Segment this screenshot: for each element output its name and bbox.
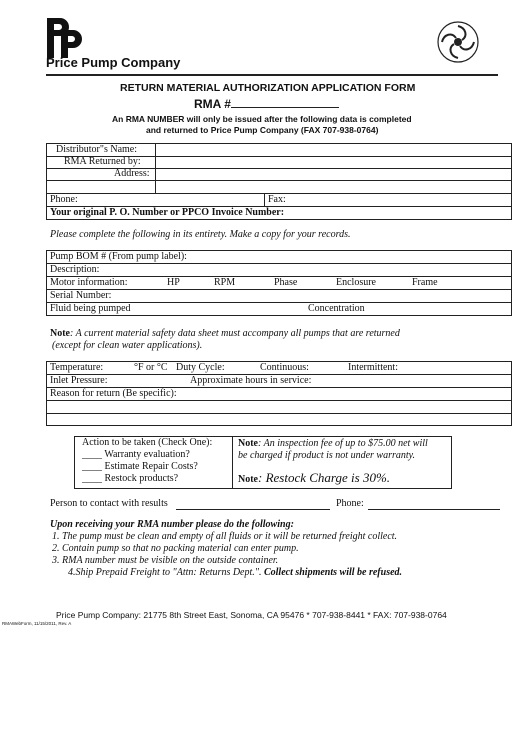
contact-phone-label: Phone: [336,498,364,509]
pump-bom-label: Pump BOM # (From pump label): [50,251,187,262]
action-option-estimate[interactable] [82,461,198,473]
step-4-text: 4.Ship Prepaid Freight to "Attn: Returns Dept.". [68,567,264,578]
notice-line-2: and returned to Price Pump Company (FAX 707-938-0764) [146,125,379,135]
contact-person-label: Person to contact with results [50,498,168,509]
pump-impeller-icon [434,18,482,66]
frame-label: Frame [412,277,438,288]
distributor-name-label: Distributor"s Name: [56,144,138,155]
procedure-step-4 [68,567,402,579]
address-label: Address: [114,168,150,179]
phone-label: Phone: [50,194,78,205]
restock-note-text: : Restock Charge is 30%. [258,470,391,485]
procedure-step-1: 1. The pump must be clean and empty of all fluids or it will be returned freight collect. [52,531,398,542]
form-id: RMAWebForm, 11/15/2011, Rev. A [2,621,72,626]
fluid-label: Fluid being pumped [50,303,131,314]
temperature-label: Temperature: [50,362,104,373]
instructions-text: Please complete the following in its entirety. Make a copy for your records. [50,229,351,240]
rma-label: RMA # [194,97,231,111]
motor-info-label: Motor information: [50,277,128,288]
note-label: Note [50,328,70,339]
reason-field[interactable] [190,388,510,425]
msds-note-line-2: (except for clean water applications). [52,340,203,351]
hp-label: HP [167,277,180,288]
enclosure-label: Enclosure [336,277,376,288]
procedure-step-3: 3. RMA number must be visible on the outside container. [52,555,279,566]
address-field[interactable] [157,169,510,192]
rma-returned-by-label: RMA Returned by: [64,156,141,167]
step-4-warning: Collect shipments will be refused. [263,567,403,578]
concentration-label: Concentration [308,303,365,314]
note-label: Note [238,438,258,449]
inlet-pressure-label: Inlet Pressure: [50,375,108,386]
procedure-step-2: 2. Contain pump so that no packing material can enter pump. [52,543,299,554]
distributor-name-field[interactable] [157,144,510,155]
action-option-warranty[interactable] [82,449,190,461]
note-label: Note [238,474,258,485]
form-title: RETURN MATERIAL AUTHORIZATION APPLICATION FORM [120,82,416,94]
fax-field[interactable] [290,194,510,205]
intermittent-label: Intermittent: [348,362,398,373]
checkbox-blank[interactable]: ____ [82,473,102,484]
notice-line-1: An RMA NUMBER will only be issued after the following data is completed [112,114,412,124]
company-logo [46,16,82,60]
description-field[interactable] [105,264,510,275]
po-number-field[interactable] [300,207,510,218]
po-number-label: Your original P. O. Number or PPCO Invoice Number: [50,207,285,218]
company-name: Price Pump Company [46,55,181,70]
pp-logo-icon [46,16,82,60]
fee-note-line-2: be charged if product is not under warranty. [238,450,416,461]
phone-field[interactable] [80,194,262,205]
duty-cycle-label: Duty Cycle: [176,362,225,373]
procedure-heading: Upon receiving your RMA number please do the following: [50,519,294,530]
fee-note-line-1 [238,438,428,450]
phase-label: Phase [274,277,298,288]
action-option-restock[interactable] [82,473,178,485]
contact-phone-field[interactable] [368,509,500,510]
header-rule [46,74,498,76]
fee-note-text: : An inspection fee of up to $75.00 net will [258,438,428,449]
option-label: Estimate Repair Costs? [104,461,198,472]
msds-note-line-1: : A current material safety data sheet must accompany all pumps that are returned [70,328,400,339]
checkbox-blank[interactable]: ____ [82,461,102,472]
rma-returned-by-field[interactable] [157,157,510,167]
rma-number-blank[interactable] [231,95,339,108]
option-label: Warranty evaluation? [104,449,190,460]
serial-number-label: Serial Number: [50,290,112,301]
rma-number-label [194,95,339,111]
approx-hours-label: Approximate hours in service: [190,375,312,386]
serial-number-field[interactable] [120,290,510,301]
contact-person-field[interactable] [176,509,330,510]
rpm-label: RPM [214,277,236,288]
divider [264,193,265,206]
msds-note [50,328,400,340]
continuous-label: Continuous: [260,362,309,373]
option-label: Restock products? [104,473,179,484]
reason-label: Reason for return (Be specific): [50,388,177,399]
restock-note [238,470,390,487]
action-title: Action to be taken (Check One): [82,437,213,448]
divider [232,436,233,489]
description-label: Description: [50,264,100,275]
fax-label: Fax: [268,194,286,205]
checkbox-blank[interactable]: ____ [82,449,102,460]
temperature-units: °F or °C [134,362,168,373]
footer-address: Price Pump Company: 21775 8th Street East, Sonoma, CA 95476 * 707-938-8441 * FAX: 707-938-0764 [56,610,447,620]
pump-bom-field[interactable] [196,251,510,262]
